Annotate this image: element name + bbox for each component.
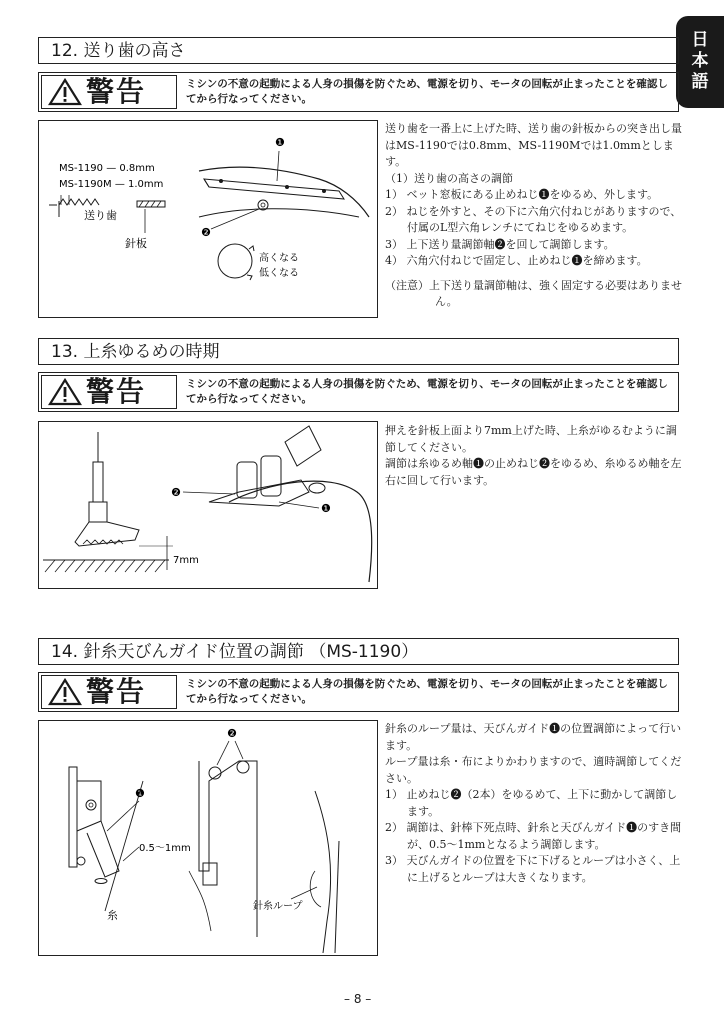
- throat-plate-label: 針板: [125, 237, 147, 250]
- section-12-step-1: 1） ベット窓板にある止めねじ❶をゆるめ、外します。: [385, 188, 659, 201]
- section-13-body: [385, 423, 683, 489]
- warning-triangle-icon: [48, 678, 82, 706]
- warning-triangle-icon: [48, 78, 82, 106]
- section-12-body: [385, 121, 683, 311]
- section-12-title: 12. 送り歯の高さ: [38, 37, 679, 64]
- warning-box-12: [38, 72, 679, 112]
- language-tab: [676, 16, 724, 108]
- language-tab-label: 日本語: [691, 30, 709, 92]
- section-12-note: （注意）上下送り量調節軸は、強く固定する必要はありません。: [385, 278, 682, 308]
- page-number: – 8 –: [344, 992, 372, 1006]
- thread-label: 糸: [107, 909, 118, 922]
- marker-1: ❶: [321, 502, 331, 515]
- higher-label: 高くなる: [259, 253, 299, 264]
- figure-thread-take-up-guide: [38, 720, 378, 956]
- section-14-title: 14. 針糸天びんガイド位置の調節 （MS-1190）: [38, 638, 679, 665]
- section-12-step-2: 2） ねじを外すと、その下に六角穴付ねじがありますので、付属のL型六角レンチにてねじをゆるめます。: [385, 204, 682, 234]
- warning-label: 警告: [86, 675, 147, 708]
- needle-loop-label: 針糸ループ: [253, 901, 303, 912]
- warning-box-14: [38, 672, 679, 712]
- section-12-intro: 送り歯を一番上に上げた時、送り歯の針板からの突き出し量はMS-1190では0.8mm、MS-1190Mでは1.0mmとします。: [385, 122, 682, 168]
- section-14-paragraph-1: 針糸のループ量は、天びんガイド❶の位置調節によって行います。: [385, 722, 682, 752]
- figure-feed-dog-height: [38, 120, 378, 318]
- section-13-paragraph-2: 調節は糸ゆるめ軸❶の止めねじ❷をゆるめ、糸ゆるめ軸を左右に回して行います。: [385, 457, 682, 487]
- section-14-step-1: 1） 止めねじ❷（2本）をゆるめて、上下に動かして調節します。: [385, 788, 678, 818]
- warning-text: ミシンの不意の起動による人身の損傷を防ぐため、電源を切り、モータの回転が止まったことを確認してから行なってください。: [186, 378, 668, 405]
- warning-triangle-icon: [48, 378, 82, 406]
- warning-badge: [41, 375, 177, 409]
- height-7mm-label: 7mm: [173, 555, 199, 566]
- warning-text: ミシンの不意の起動による人身の損傷を防ぐため、電源を切り、モータの回転が止まったことを確認してから行なってください。: [186, 678, 668, 705]
- warning-label: 警告: [86, 75, 147, 108]
- section-14-body: [385, 721, 683, 886]
- section-13-paragraph-1: 押えを針板上面より7mm上げた時、上糸がゆるむように調節してください。: [385, 424, 677, 454]
- section-13-title: 13. 上糸ゆるめの時期: [38, 338, 679, 365]
- marker-1: ❶: [275, 136, 285, 149]
- spec-ms1190m-label: MS-1190M — 1.0mm: [59, 179, 164, 190]
- marker-2: ❷: [227, 727, 237, 740]
- warning-text: ミシンの不意の起動による人身の損傷を防ぐため、電源を切り、モータの回転が止まったことを確認してから行なってください。: [186, 78, 668, 105]
- section-14-paragraph-2: ループ量は糸・布によりかわりますので、適時調節してください。: [385, 755, 682, 785]
- section-12-step-3: 3） 上下送り量調節軸❷を回して調節します。: [385, 237, 615, 251]
- section-12-subhead: （1）送り歯の高さの調節: [385, 171, 513, 185]
- gap-label: 0.5～1mm: [139, 843, 191, 854]
- marker-2: ❷: [171, 486, 181, 499]
- section-14-step-3: 3） 天びんガイドの位置を下に下げるとループは小さく、上に上げるとループは大きくなります。: [385, 854, 681, 884]
- warning-label: 警告: [86, 375, 147, 408]
- lower-label: 低くなる: [259, 268, 299, 279]
- figure-upper-thread-release: [38, 421, 378, 589]
- marker-1: ❶: [135, 787, 145, 800]
- warning-badge: [41, 75, 177, 109]
- feed-dog-label: 送り歯: [84, 209, 117, 222]
- warning-box-13: [38, 372, 679, 412]
- section-14-step-2: 2） 調節は、針棒下死点時、針糸と天びんガイド❶のすき間が、0.5～1mmとなるよう調節します。: [385, 821, 682, 851]
- marker-2: ❷: [201, 226, 211, 239]
- spec-ms1190-label: MS-1190 — 0.8mm: [59, 163, 155, 174]
- warning-badge: [41, 675, 177, 709]
- section-12-step-4: 4） 六角穴付ねじで固定し、止めねじ❶を締めます。: [385, 254, 648, 267]
